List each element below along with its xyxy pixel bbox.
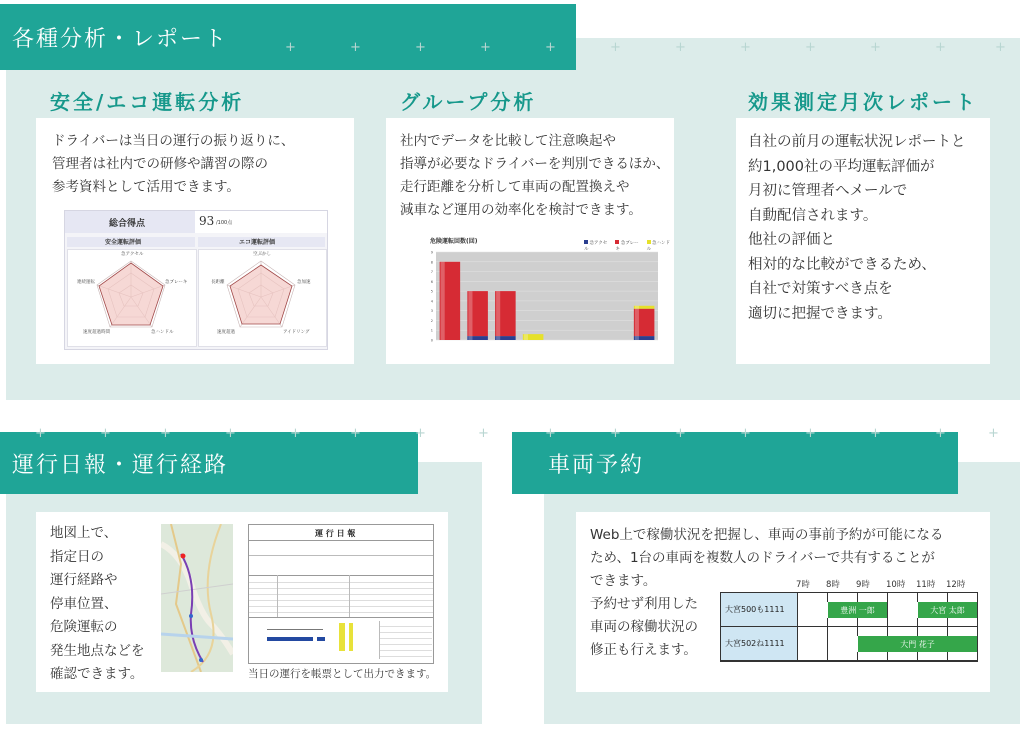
safety-eco-text: ドライバーは当日の運行の振り返りに、 管理者は社内での研修や講習の際の 参考資料として活用できます。: [52, 133, 295, 195]
total-score-label: 総合得点: [109, 219, 146, 229]
daily-report-form: [248, 524, 434, 664]
safe-axis-3: 速度超過時間: [83, 330, 110, 335]
eco-axis-3: 速度超過: [217, 330, 235, 335]
y-tick-label: 6: [430, 279, 433, 284]
y-tick-label: 7: [430, 270, 433, 275]
group-analysis-text: 社内でデータを比較して注意喚起や 指導が必要なドライバーを判別できるほか、 走行距離を分析して車両の配置換えや 減車など運用の効率化を検討できます。: [400, 133, 670, 218]
safe-axis-1: 急ブレーキ: [165, 280, 188, 285]
monthly-report-text: 自社の前月の運転状況レポートと 約1,000社の平均運転評価が 月初に管理者へメールで 自動配信されます。 他社の評価と 相対的な比較ができるため、 自社で対策すべき点を 適切に把握できます。: [748, 134, 966, 322]
legend-label-0: 急アクセル: [584, 241, 608, 252]
schedule-cell[interactable]: [827, 627, 857, 661]
monthly-report-card: [736, 118, 990, 364]
bar-highlight: [635, 306, 639, 309]
hour-label: 9時: [856, 580, 870, 590]
eco-eval-label: エコ運転評価: [239, 239, 276, 246]
schedule-table: [720, 592, 978, 662]
vehicle-header: [512, 432, 958, 494]
group-bar-chart: [426, 248, 662, 346]
safe-axis-0: 急アクセル: [121, 252, 144, 257]
bar-highlight: [441, 262, 445, 340]
y-tick-label: 8: [430, 260, 433, 265]
y-tick-label: 4: [430, 299, 433, 304]
total-score-unit: /100点: [216, 220, 233, 226]
eco-axis-4: 長距離: [211, 280, 225, 285]
y-tick-label: 2: [430, 318, 433, 323]
group-analysis-title: グループ分析: [400, 90, 537, 114]
chart-title: 危険運転回数(回): [430, 238, 478, 245]
hour-label: 8時: [826, 580, 840, 590]
bar-highlight: [496, 336, 500, 340]
vehicle-header-text: 車両予約: [548, 452, 645, 478]
y-tick-label: 0: [430, 338, 433, 343]
vehicle-label: 大宮500も1111: [721, 593, 797, 627]
hour-label: 12時: [946, 580, 966, 590]
bar-highlight: [524, 334, 528, 340]
schedule-hours: [796, 578, 976, 590]
bar-highlight: [635, 336, 639, 340]
daily-header: [0, 432, 418, 494]
vehicle-text-top: Web上で稼働状況を把握し、車両の事前予約が可能になる ため、1台の車両を複数人のドライバーで共有することが できます。: [590, 527, 944, 589]
vehicle-card: [576, 512, 990, 692]
legend-label-2: 急ハンドル: [646, 241, 671, 252]
route-map-image: [161, 524, 233, 672]
daily-caption: 当日の運行を帳票として出力できます。: [248, 668, 437, 680]
y-tick-label: 1: [430, 328, 433, 333]
daily-report-title: 運 行 日 報: [315, 529, 356, 538]
daily-header-text: 運行日報・運行経路: [12, 452, 229, 478]
y-tick-label: 9: [430, 250, 433, 255]
bar-highlight: [496, 291, 500, 336]
daily-text: 地図上で、 指定日の 運行経路や 停車位置、 危険運転の 発生地点などを 確認できます。: [50, 525, 145, 682]
schedule-cell[interactable]: [797, 593, 827, 627]
safety-eco-title: 安全/エコ運転分析: [50, 90, 245, 114]
total-score-value: 93: [199, 214, 215, 228]
eco-axis-0: 空ぶかし: [253, 252, 271, 257]
daily-card: [36, 512, 448, 692]
hour-label: 10時: [886, 580, 906, 590]
hour-label: 7時: [796, 580, 810, 590]
analysis-header-text: 各種分析・レポート: [12, 26, 229, 52]
legend-label-1: 急ブレーキ: [615, 241, 639, 252]
y-tick-label: 5: [430, 289, 433, 294]
eco-axis-1: 急加速: [297, 280, 311, 285]
schedule-cell[interactable]: [887, 593, 917, 627]
vehicle-label: 大宮502ね1111: [721, 627, 797, 661]
bar-highlight: [635, 309, 639, 336]
vehicle-text-side: 予約せず利用した 車両の稼働状況の 修正も行えます。: [590, 596, 698, 658]
schedule-cell[interactable]: [797, 627, 827, 661]
safety-report-image: [64, 210, 328, 350]
bar-highlight: [468, 291, 472, 336]
y-tick-label: 3: [430, 309, 433, 314]
group-analysis-card: [386, 118, 674, 364]
safety-eco-card: [36, 118, 354, 364]
booking-bar[interactable]: 大門 花子: [857, 636, 977, 652]
hour-label: 11時: [916, 580, 936, 590]
booking-bar[interactable]: 豊洲 一郎: [827, 602, 887, 618]
booking-bar[interactable]: 大宮 太郎: [917, 602, 977, 618]
eco-axis-2: アイドリング: [283, 330, 310, 335]
safe-axis-4: 連続運転: [77, 280, 95, 285]
analysis-header: [0, 4, 576, 70]
bar-highlight: [468, 336, 472, 340]
monthly-report-title: 効果測定月次レポート: [748, 90, 978, 114]
safe-eval-label: 安全運転評価: [105, 239, 142, 246]
safe-axis-2: 急ハンドル: [151, 330, 174, 335]
